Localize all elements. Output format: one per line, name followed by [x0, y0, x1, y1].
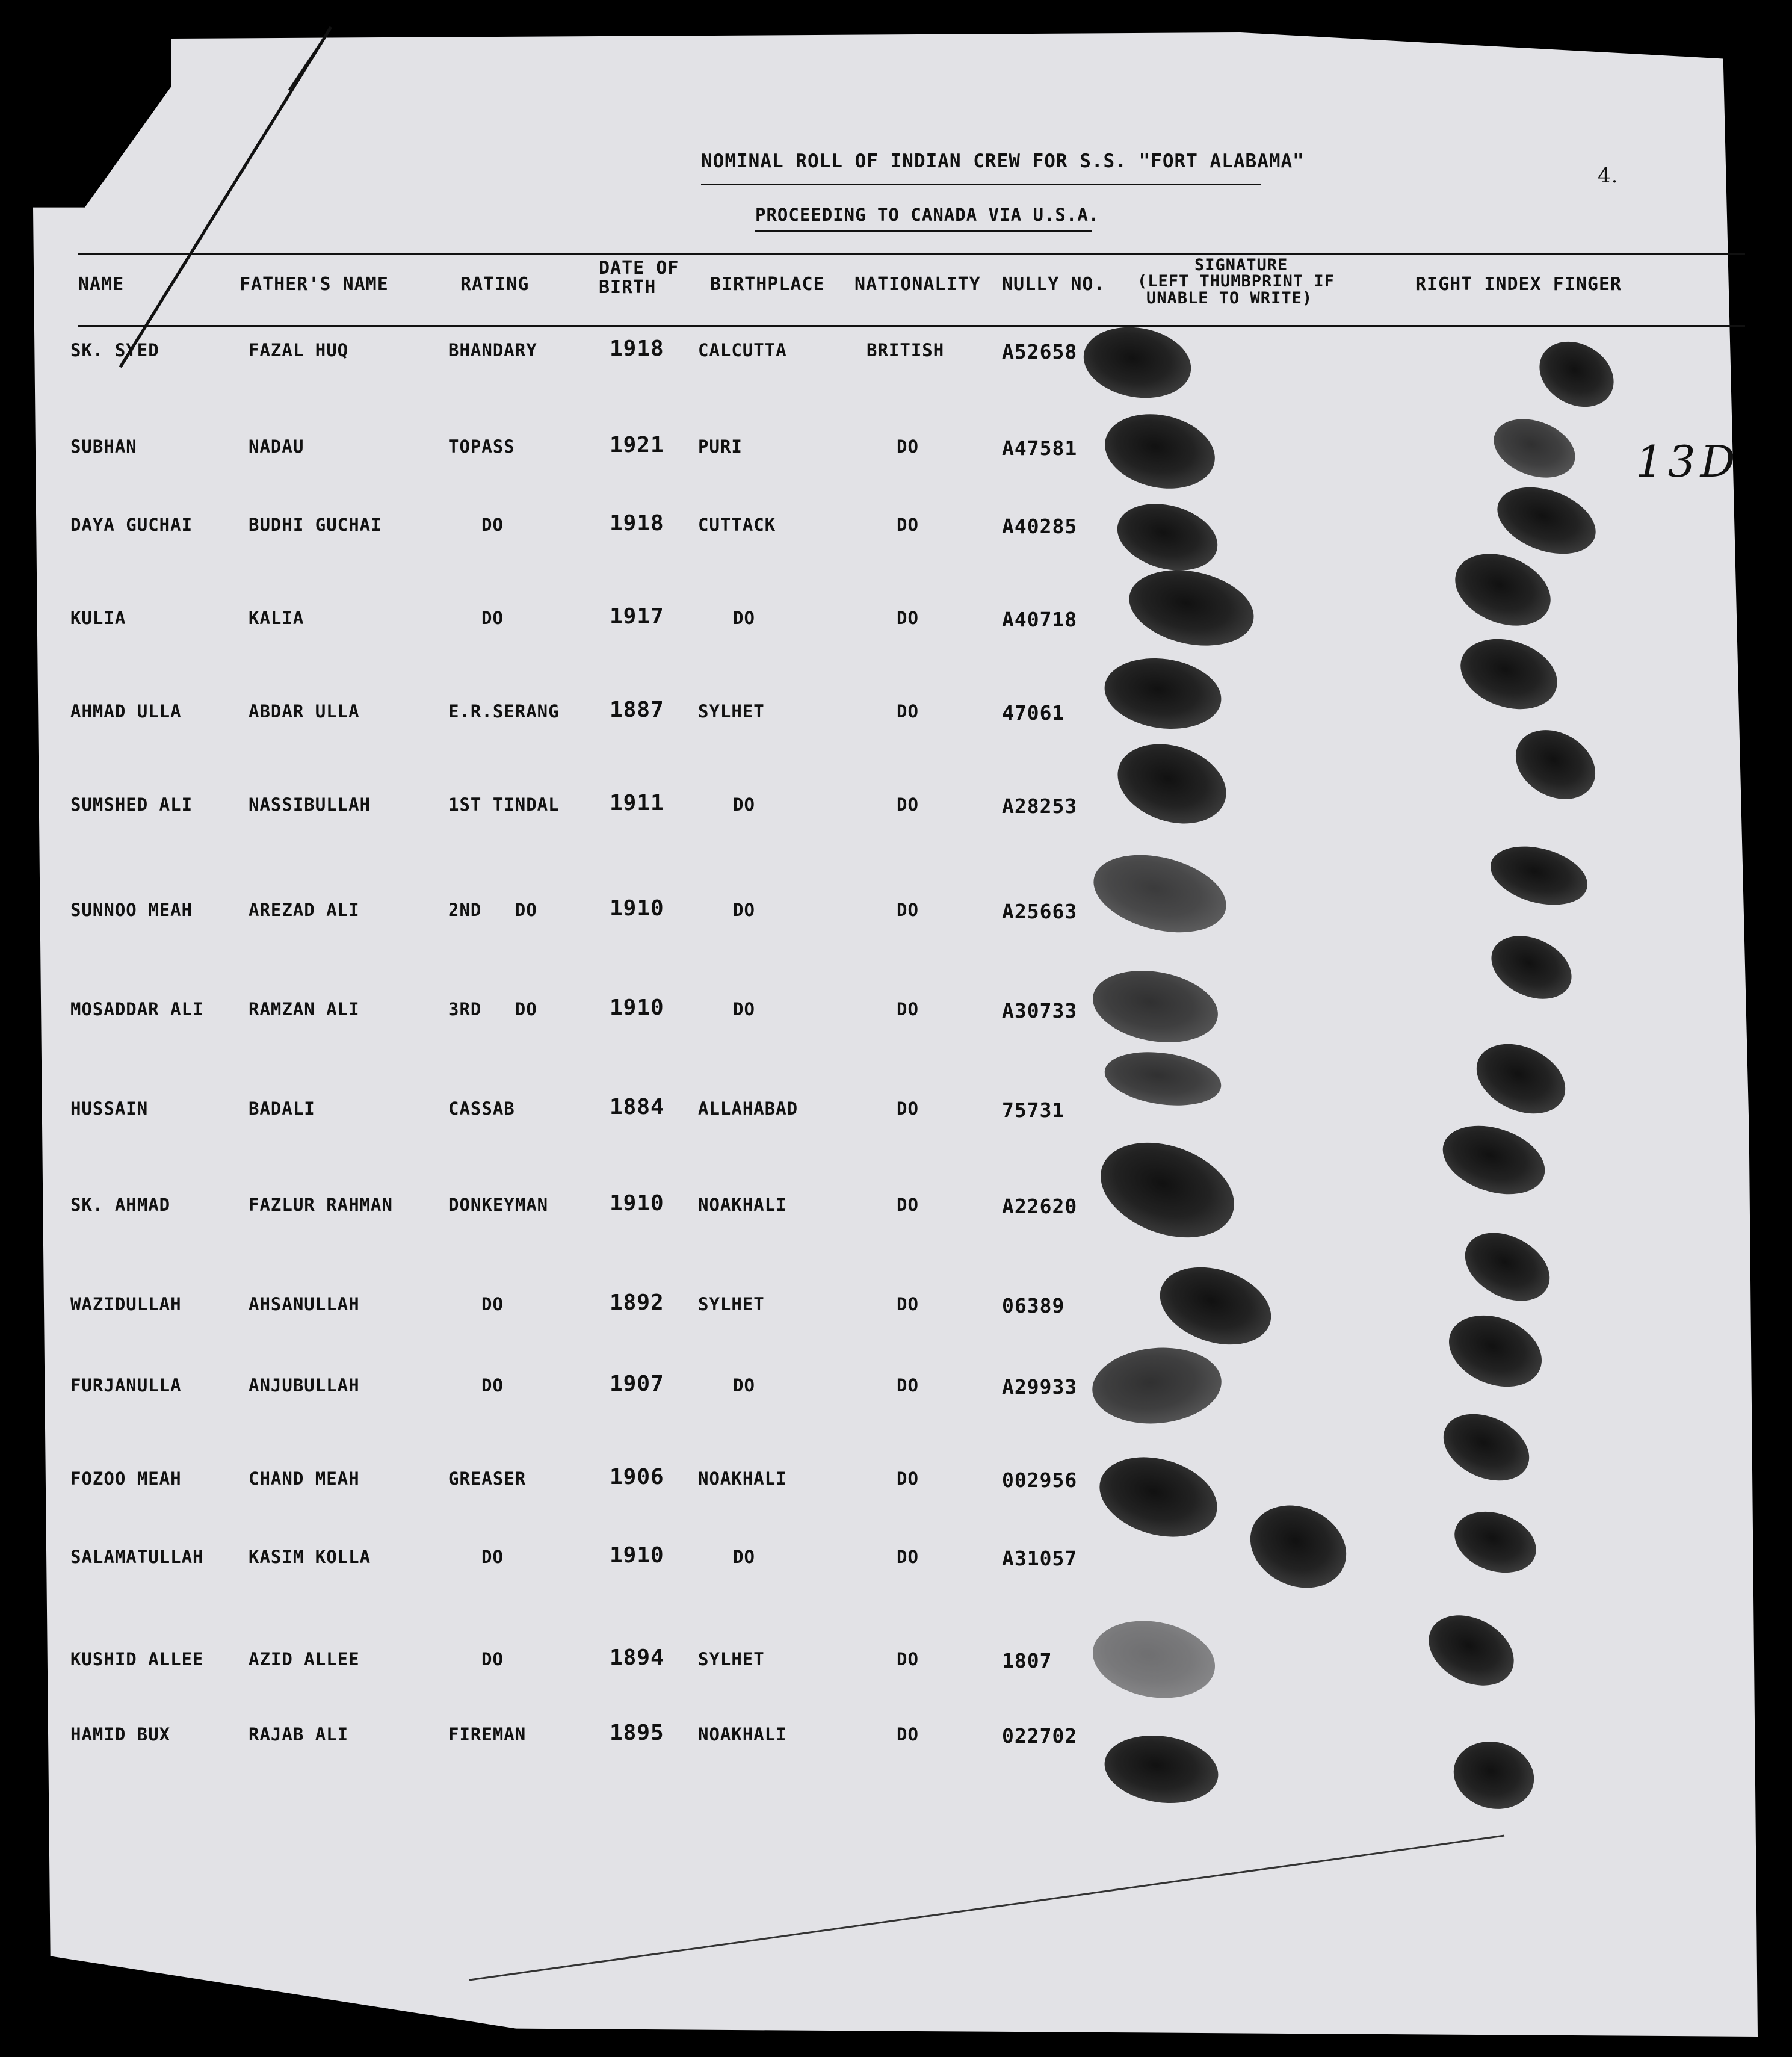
cell-rating: 2ND DO — [448, 900, 537, 920]
cell-rating: DO — [481, 1547, 504, 1567]
cell-father: BADALI — [249, 1098, 315, 1119]
cell-birthplace: PURI — [698, 436, 743, 457]
cell-rating: DO — [481, 515, 504, 535]
cell-rating: FIREMAN — [448, 1724, 527, 1745]
cell-father: KASIM KOLLA — [249, 1547, 371, 1567]
cell-nationality: DO — [897, 701, 919, 722]
cell-rating: CASSAB — [448, 1098, 515, 1119]
cell-father: ANJUBULLAH — [249, 1375, 360, 1396]
header-cdc: NULLY NO. — [1002, 274, 1105, 295]
cell-birthplace: CALCUTTA — [698, 340, 787, 360]
cell-rating: 1ST TINDAL — [448, 794, 560, 815]
cell-dob: 1918 — [610, 511, 664, 536]
cell-cdc: A47581 — [1002, 436, 1078, 460]
cell-dob: 1918 — [610, 336, 664, 361]
header-rating: RATING — [460, 274, 530, 295]
cell-birthplace: DO — [733, 900, 755, 920]
cell-cdc: A29933 — [1002, 1375, 1078, 1399]
cell-cdc: A40718 — [1002, 608, 1078, 631]
cell-dob: 1887 — [610, 698, 664, 722]
title-underline — [701, 184, 1261, 185]
cell-rating: 3RD DO — [448, 999, 537, 1019]
handwritten-note: 13D — [1636, 436, 1740, 487]
cell-rating: DONKEYMAN — [448, 1195, 549, 1215]
subtitle-underline — [755, 230, 1092, 232]
cell-cdc: A22620 — [1002, 1195, 1078, 1218]
cell-name: SUNNOO MEAH — [70, 900, 193, 920]
header-rule-bottom — [78, 325, 1745, 327]
cell-dob: 1910 — [610, 896, 664, 921]
cell-name: SK. AHMAD — [70, 1195, 171, 1215]
cell-rating: DO — [481, 1375, 504, 1396]
cell-father: NADAU — [249, 436, 304, 457]
cell-rating: E.R.SERANG — [448, 701, 560, 722]
cell-cdc: A52658 — [1002, 340, 1078, 363]
cell-father: AREZAD ALI — [249, 900, 360, 920]
cell-nationality: DO — [897, 999, 919, 1019]
cell-dob: 1910 — [610, 1191, 664, 1216]
header-dob: BIRTH — [599, 277, 657, 298]
cell-name: FOZOO MEAH — [70, 1468, 182, 1489]
cell-birthplace: SYLHET — [698, 701, 765, 722]
header-nationality: NATIONALITY — [854, 274, 981, 295]
cell-name: KULIA — [70, 608, 126, 628]
cell-birthplace: DO — [733, 1547, 755, 1567]
cell-dob: 1917 — [610, 604, 664, 629]
cell-birthplace: SYLHET — [698, 1294, 765, 1314]
cell-birthplace: NOAKHALI — [698, 1724, 787, 1745]
cell-dob: 1907 — [610, 1372, 664, 1396]
header-birthplace: BIRTHPLACE — [710, 274, 825, 295]
cell-nationality: DO — [897, 436, 919, 457]
cell-father: RAMZAN ALI — [249, 999, 360, 1019]
cell-cdc: A40285 — [1002, 515, 1078, 538]
cell-name: AHMAD ULLA — [70, 701, 182, 722]
cell-father: BUDHI GUCHAI — [249, 515, 382, 535]
cell-nationality: DO — [897, 1195, 919, 1215]
cell-father: AZID ALLEE — [249, 1649, 360, 1669]
cell-nationality: DO — [897, 1547, 919, 1567]
cell-dob: 1921 — [610, 433, 664, 457]
cell-name: DAYA GUCHAI — [70, 515, 193, 535]
document-title: NOMINAL ROLL OF INDIAN CREW FOR S.S. "FORT ALABAMA" — [701, 150, 1305, 172]
cell-cdc: A30733 — [1002, 999, 1078, 1022]
cell-dob: 1910 — [610, 995, 664, 1020]
header-signature: (LEFT THUMBPRINT IF — [1137, 272, 1335, 291]
cell-name: HAMID BUX — [70, 1724, 171, 1745]
cell-name: SUBHAN — [70, 436, 137, 457]
cell-father: KALIA — [249, 608, 304, 628]
header-rule-top — [78, 253, 1745, 255]
header-dob: DATE OF — [599, 258, 679, 279]
cell-father: FAZLUR RAHMAN — [249, 1195, 393, 1215]
cell-nationality: DO — [897, 900, 919, 920]
cell-birthplace: DO — [733, 608, 755, 628]
cell-birthplace: DO — [733, 794, 755, 815]
cell-dob: 1906 — [610, 1465, 664, 1489]
cell-nationality: DO — [897, 1098, 919, 1119]
cell-name: FURJANULLA — [70, 1375, 182, 1396]
cell-birthplace: DO — [733, 999, 755, 1019]
cell-dob: 1894 — [610, 1645, 664, 1670]
cell-cdc: A31057 — [1002, 1547, 1078, 1570]
header-right-index: RIGHT INDEX FINGER — [1415, 274, 1622, 295]
cell-name: SUMSHED ALI — [70, 794, 193, 815]
cell-father: AHSANULLAH — [249, 1294, 360, 1314]
cell-nationality: DO — [897, 1375, 919, 1396]
cell-birthplace: ALLAHABAD — [698, 1098, 799, 1119]
cell-cdc: 1807 — [1002, 1649, 1052, 1672]
cell-cdc: A25663 — [1002, 900, 1078, 923]
cell-father: FAZAL HUQ — [249, 340, 349, 360]
cell-birthplace: CUTTACK — [698, 515, 776, 535]
cell-cdc: 47061 — [1002, 701, 1065, 725]
cell-rating: DO — [481, 1294, 504, 1314]
cell-birthplace: NOAKHALI — [698, 1195, 787, 1215]
header-name: NAME — [78, 274, 125, 295]
cell-birthplace: DO — [733, 1375, 755, 1396]
cell-birthplace: NOAKHALI — [698, 1468, 787, 1489]
header-signature: UNABLE TO WRITE) — [1146, 289, 1313, 308]
cell-name: SK. SYED — [70, 340, 159, 360]
cell-nationality: DO — [897, 1294, 919, 1314]
cell-nationality: DO — [897, 515, 919, 535]
cell-dob: 1884 — [610, 1095, 664, 1119]
cell-nationality: DO — [897, 1724, 919, 1745]
cell-cdc: A28253 — [1002, 794, 1078, 818]
document-subtitle: PROCEEDING TO CANADA VIA U.S.A. — [755, 205, 1100, 225]
cell-nationality: DO — [897, 1468, 919, 1489]
cell-name: HUSSAIN — [70, 1098, 149, 1119]
cell-father: NASSIBULLAH — [249, 794, 371, 815]
cell-father: RAJAB ALI — [249, 1724, 349, 1745]
cell-dob: 1895 — [610, 1721, 664, 1745]
cell-nationality: BRITISH — [867, 340, 945, 360]
page-number: 4. — [1598, 164, 1619, 188]
cell-cdc: 06389 — [1002, 1294, 1065, 1317]
cell-father: ABDAR ULLA — [249, 701, 360, 722]
cell-cdc: 002956 — [1002, 1468, 1078, 1492]
cell-name: KUSHID ALLEE — [70, 1649, 204, 1669]
cell-name: MOSADDAR ALI — [70, 999, 204, 1019]
cell-nationality: DO — [897, 794, 919, 815]
cell-cdc: 75731 — [1002, 1098, 1065, 1122]
cell-dob: 1892 — [610, 1290, 664, 1315]
cell-nationality: DO — [897, 1649, 919, 1669]
cell-rating: BHANDARY — [448, 340, 537, 360]
cell-nationality: DO — [897, 608, 919, 628]
cell-name: SALAMATULLAH — [70, 1547, 204, 1567]
cell-dob: 1910 — [610, 1543, 664, 1568]
cell-rating: DO — [481, 608, 504, 628]
cell-father: CHAND MEAH — [249, 1468, 360, 1489]
cell-cdc: 022702 — [1002, 1724, 1078, 1748]
cell-birthplace: SYLHET — [698, 1649, 765, 1669]
header-father: FATHER'S NAME — [239, 274, 389, 295]
cell-rating: GREASER — [448, 1468, 527, 1489]
cell-rating: DO — [481, 1649, 504, 1669]
cell-dob: 1911 — [610, 791, 664, 815]
cell-rating: TOPASS — [448, 436, 515, 457]
cell-name: WAZIDULLAH — [70, 1294, 182, 1314]
header-signature: SIGNATURE — [1194, 256, 1288, 274]
